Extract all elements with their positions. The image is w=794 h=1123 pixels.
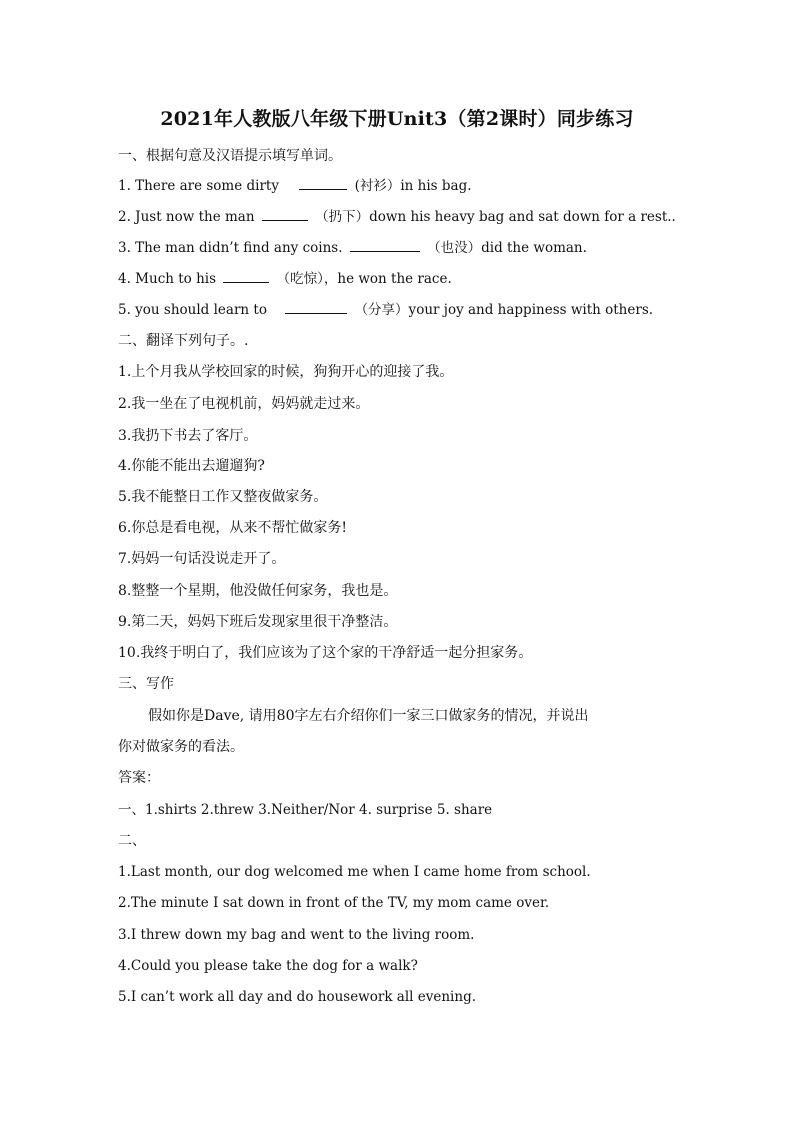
section1-heading: 一、根据句意及汉语提示填写单词。 — [118, 148, 342, 164]
fill-item-4-hint: （吃惊），he won the race. — [276, 271, 452, 287]
translation-item-6: 6.你总是看电视，从来不帮忙做家务! — [118, 520, 347, 536]
translation-item-3: 3.我扔下书去了客厅。 — [118, 428, 258, 444]
answer-sentence-1: 1.Last month, our dog welcomed me when I came home from school. — [118, 864, 591, 880]
answer-blank-3[interactable] — [350, 238, 420, 252]
translation-item-4: 4.你能不能出去遛遛狗? — [118, 458, 265, 474]
answers-part1: 一、1.shirts 2.threw 3.Neither/Nor 4. surprise 5. share — [118, 802, 493, 818]
fill-item-5-hint: （分享）your joy and happiness with others. — [354, 302, 654, 318]
fill-item-5-text: 5. you should learn to — [118, 302, 267, 318]
translation-item-7: 7.妈妈一句话没说走开了。 — [118, 551, 286, 567]
translation-item-5: 5.我不能整日工作又整夜做家务。 — [118, 489, 328, 505]
translation-item-10: 10.我终于明白了，我们应该为了这个家的干净舒适一起分担家务。 — [118, 645, 533, 661]
answer-sentence-4: 4.Could you please take the dog for a walk? — [118, 958, 418, 974]
fill-item-2 — [118, 207, 676, 227]
answer-blank-5[interactable] — [285, 300, 347, 314]
fill-item-5 — [118, 300, 653, 320]
translation-item-8: 8.整整一个星期，他没做任何家务，我也是。 — [118, 583, 398, 599]
fill-item-3-text: 3. The man didn’t find any coins. — [118, 240, 343, 256]
answers-part2-heading: 二、 — [118, 833, 146, 849]
fill-item-4-text: 4. Much to his — [118, 271, 217, 287]
answers-heading: 答案： — [118, 770, 160, 786]
fill-item-1-hint: (衬衫）in his bag. — [354, 178, 472, 194]
page-title: 2021年人教版八年级下册Unit3（第2课时）同步练习 — [160, 108, 634, 130]
section3-heading: 三、写作 — [118, 676, 174, 692]
fill-item-4 — [118, 269, 452, 289]
fill-item-1 — [118, 176, 472, 196]
section2-heading: 二、翻译下列句子。. — [118, 333, 249, 349]
answer-sentence-5: 5.I can’t work all day and do housework all evening. — [118, 989, 477, 1005]
writing-prompt-line-1: 假如你是Dave, 请用80字左右介绍你们一家三口做家务的情况，并说出 — [148, 708, 589, 724]
translation-item-9: 9.第二天，妈妈下班后发现家里很干净整洁。 — [118, 614, 398, 630]
fill-item-2-text: 2. Just now the man — [118, 209, 255, 225]
answer-sentence-2: 2.The minute I sat down in front of the TV, my mom came over. — [118, 895, 550, 911]
answer-blank-4[interactable] — [223, 269, 269, 283]
fill-item-3-hint: （也没）did the woman. — [427, 240, 587, 256]
answer-blank-1[interactable] — [299, 176, 347, 190]
answer-blank-2[interactable] — [262, 207, 308, 221]
fill-item-2-hint: （扔下）down his heavy bag and sat down for a rest.. — [315, 209, 676, 225]
translation-item-2: 2.我一坐在了电视机前，妈妈就走过来。 — [118, 396, 370, 412]
answer-sentence-3: 3.I threw down my bag and went to the living room. — [118, 927, 475, 943]
fill-item-1-text: 1. There are some dirty — [118, 178, 279, 194]
translation-item-1: 1.上个月我从学校回家的时候，狗狗开心的迎接了我。 — [118, 364, 454, 380]
writing-prompt-line-2: 你对做家务的看法。 — [118, 739, 244, 755]
fill-item-3 — [118, 238, 587, 258]
